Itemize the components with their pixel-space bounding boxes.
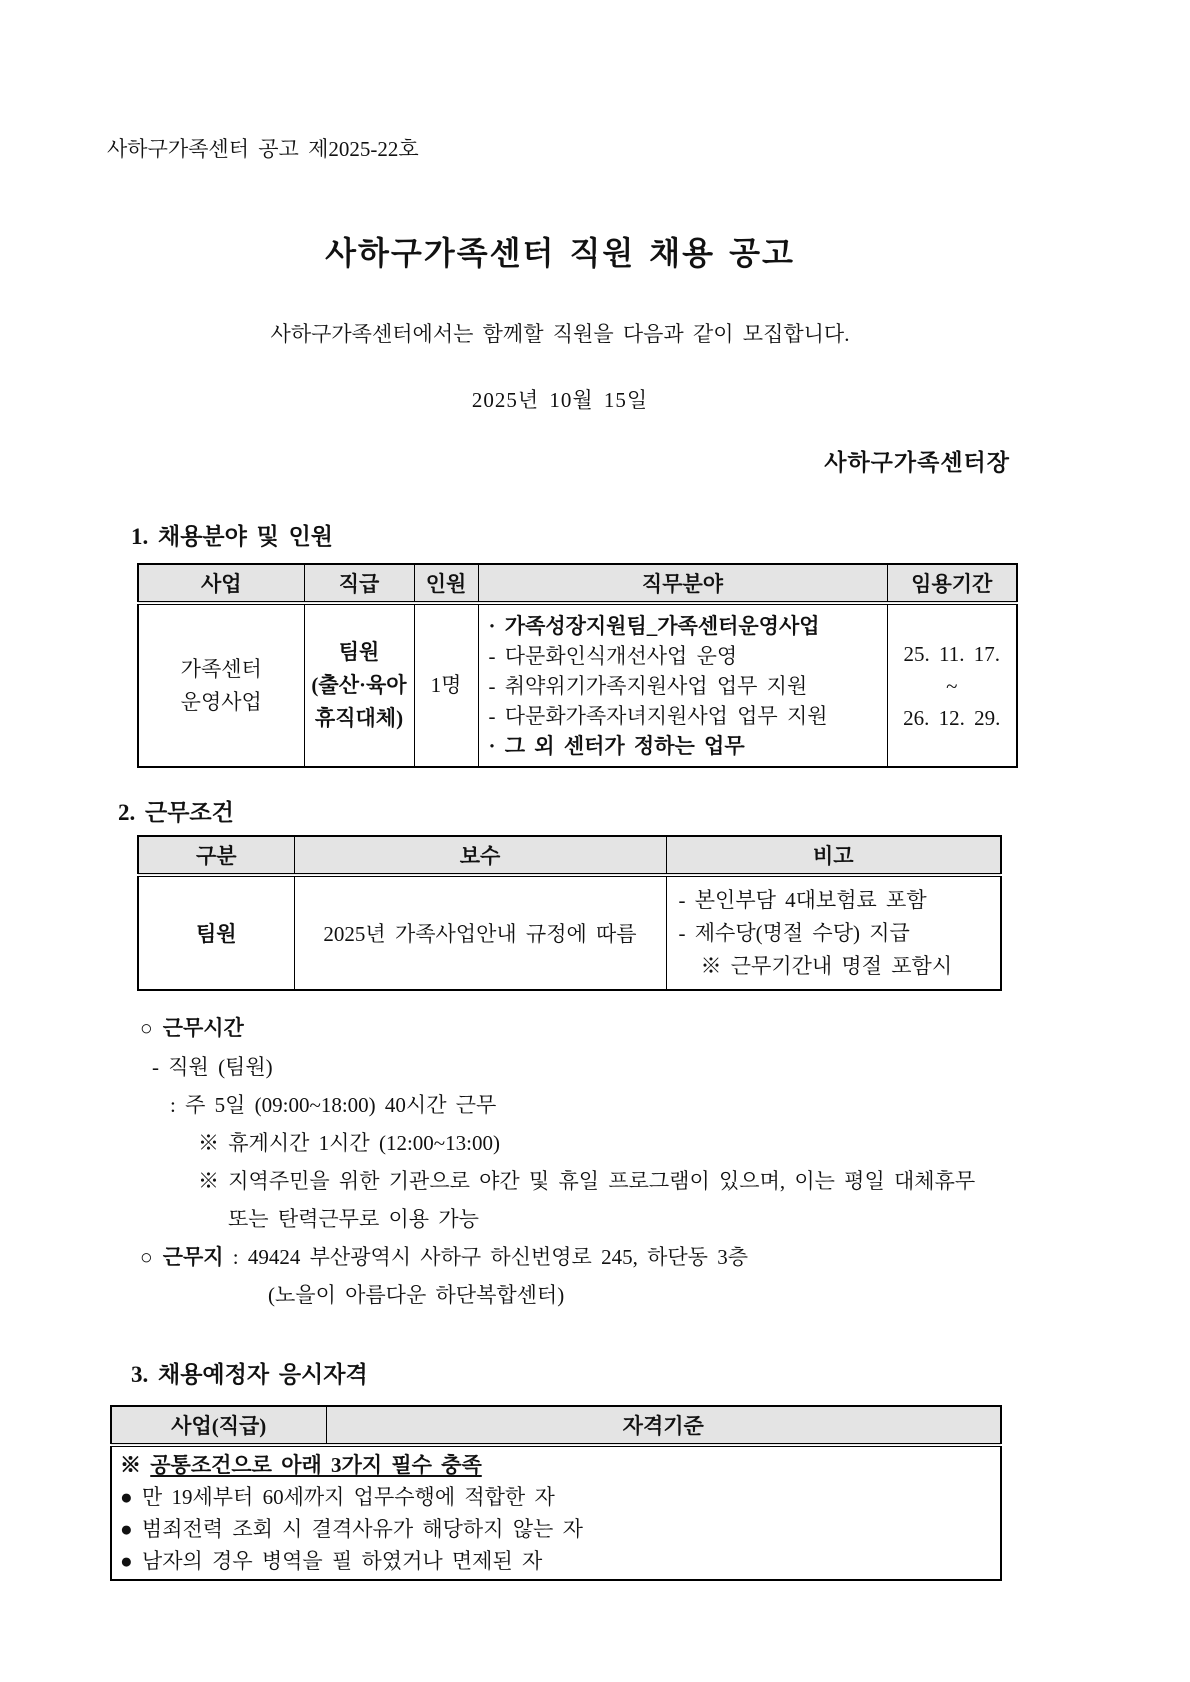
duty-cell: · 가족성장지원팀_가족센터운영사업 - 다문화인식개선사업 운영 - 취약위기가족지원사업 업무 지원 - 다문화가족자녀지원사업 업무 지원 · 그 외 센터가 정하는 업무: [478, 603, 887, 767]
work-time-line: - 직원 (팀원): [152, 1055, 273, 1079]
announcement-date: 2025년 10월 15일: [471, 388, 649, 412]
work-time-line: 또는 탄력근무로 이용 가능: [228, 1207, 479, 1231]
common-condition-title: ※ 공통조건으로 아래 3가지 필수 충족: [120, 1453, 482, 1477]
table-header-row: [138, 836, 1001, 875]
work-time-heading: ○ 근무시간: [140, 1016, 244, 1040]
criteria-cell: [111, 1445, 1001, 1580]
col-header-criteria: 자격기준: [326, 1406, 1001, 1445]
requirement-line: ● 남자의 경우 병역을 필 하였거나 면제된 자: [120, 1549, 543, 1573]
section3-heading: 3. 채용예정자 응시자격: [131, 1362, 368, 1387]
section2-heading: 2. 근무조건: [118, 800, 234, 825]
category-cell: 팀원: [138, 875, 294, 990]
pay-cell: 2025년 가족사업안내 규정에 따름: [294, 875, 666, 990]
col-header-pay: 보수: [294, 836, 666, 875]
circle-marker: ○: [140, 1245, 153, 1269]
recruitment-table: [137, 563, 1018, 768]
headcount-cell: 1명: [414, 603, 478, 767]
note-cell: - 본인부담 4대보험료 포함 - 제수당(명절 수당) 지급 ※ 근무기간내 명절 포함시: [666, 875, 1001, 990]
work-place-subline: (노을이 아름다운 하단복합센터): [268, 1283, 565, 1307]
position-cell: 팀원 (출산·육아 휴직대체): [304, 603, 414, 767]
col-header-business: 사업: [138, 564, 304, 603]
col-header-position: 직급: [304, 564, 414, 603]
section1-heading: 1. 채용분야 및 인원: [131, 524, 334, 549]
doc-number: 사하구가족센터 공고 제2025-22호: [107, 137, 419, 161]
col-header-headcount: 인원: [414, 564, 478, 603]
table-header-row: [138, 564, 1017, 603]
table-row: [111, 1445, 1001, 1580]
col-header-duty: 직무분야: [478, 564, 887, 603]
signer: 사하구가족센터장: [824, 450, 1010, 475]
col-header-note: 비고: [666, 836, 1001, 875]
work-time-line: : 주 5일 (09:00~18:00) 40시간 근무: [170, 1093, 497, 1117]
work-place-line: ○ 근무지 : 49424 부산광역시 사하구 하신번영로 245, 하단동 3층: [140, 1245, 748, 1269]
work-time-line: ※ 휴게시간 1시간 (12:00~13:00): [198, 1131, 500, 1155]
requirement-line: ● 범죄전력 조회 시 결격사유가 해당하지 않는 자: [120, 1517, 583, 1541]
table-row: [138, 875, 1001, 990]
work-time-line: ※ 지역주민을 위한 기관으로 야간 및 휴일 프로그램이 있으며, 이는 평일 대체휴무: [198, 1169, 976, 1193]
conditions-table: [137, 835, 1002, 991]
col-header-business-grade: 사업(직급): [111, 1406, 326, 1445]
intro-text: 사하구가족센터에서는 함께할 직원을 다음과 같이 모집합니다.: [270, 322, 850, 346]
business-cell: 가족센터 운영사업: [138, 603, 304, 767]
page-title: 사하구가족센터 직원 채용 공고: [325, 235, 795, 271]
period-cell: 25. 11. 17. ~ 26. 12. 29.: [887, 603, 1017, 767]
table-header-row: [111, 1406, 1001, 1445]
table-row: [138, 603, 1017, 767]
qualification-table: [110, 1405, 1002, 1581]
col-header-period: 임용기간: [887, 564, 1017, 603]
requirement-line: ● 만 19세부터 60세까지 업무수행에 적합한 자: [120, 1485, 555, 1509]
circle-marker: ○: [140, 1016, 153, 1040]
col-header-category: 구분: [138, 836, 294, 875]
